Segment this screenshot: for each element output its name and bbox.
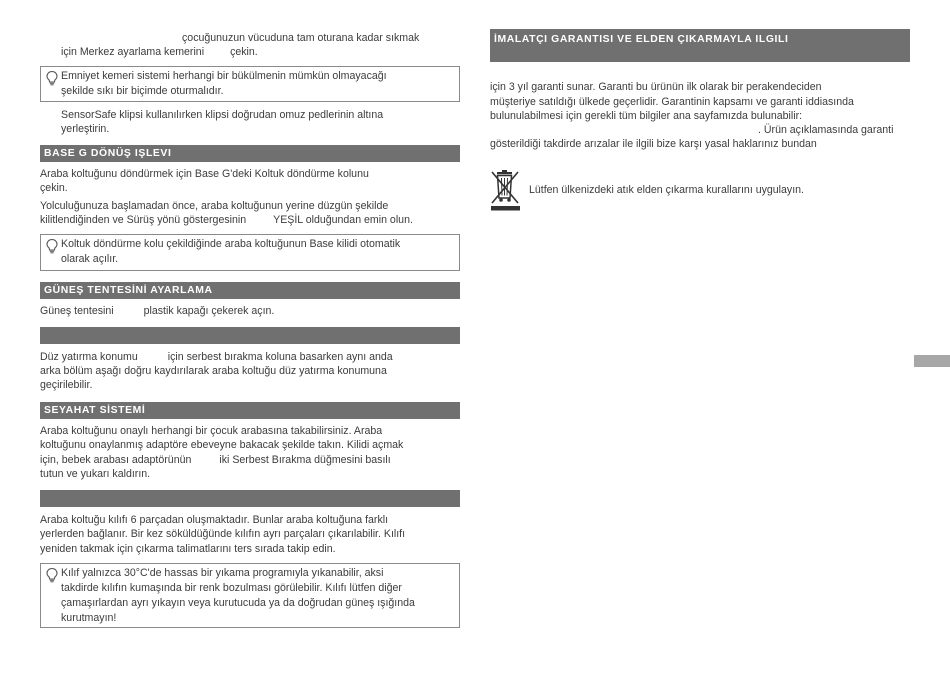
warranty-line-1: için 3 yıl garanti sunar. Garanti bu ürünün ilk olarak bir perakendeciden	[490, 81, 822, 93]
note-belt-line-2: şekilde sıkı bir biçimde oturmalıdır.	[61, 85, 224, 97]
heading-warranty-disposal: İMALATÇI GARANTISI VE ELDEN ÇIKARMAYLA ILGILI	[490, 29, 910, 62]
sensorsafe-line-2: yerleştirin.	[61, 123, 110, 135]
recline-line-1-end: için serbest bırakma koluna basarken aynı anda	[167, 351, 393, 363]
warranty-line-3: bulunulabilmesi için gerekli tüm bilgiler ana sayfamızda bulunabilir:	[490, 110, 803, 122]
warranty-line-5: gösterildiği takdirde arızalar ile ilgili bize karşı yasal haklarınız bundan	[490, 138, 817, 150]
travel-line-3-end: iki Serbest Bırakma düğmesini basılı	[219, 454, 391, 466]
sun-canopy-line-end: plastik kapağı çekerek açın.	[143, 305, 275, 317]
disposal-text: Lütfen ülkenizdeki atık elden çıkarma kurallarını uygulayın.	[529, 184, 804, 196]
recline-line-1-start: Düz yatırma konumu	[40, 351, 138, 363]
note-base-g-line-1: Koltuk döndürme kolu çekildiğinde araba koltuğunun Base kilidi otomatik	[61, 238, 401, 250]
note-cover-line-1: Kılıf yalnızca 30°C'de hassas bir yıkama programıyla yıkanabilir, aksi	[61, 567, 384, 579]
travel-line-3-start: için, bebek arabası adaptörünün	[40, 454, 192, 466]
recline-line-2: arka bölüm aşağı doğru kaydırılarak araba koltuğu düz yatırma konumuna	[40, 365, 387, 377]
intro-line-2-end: çekin.	[230, 46, 258, 58]
lightbulb-icon	[45, 567, 59, 583]
travel-line-1: Araba koltuğunu onaylı herhangi bir çocuk arabasına takabilirsiniz. Araba	[40, 425, 383, 437]
base-g-p1-line-2: çekin.	[40, 182, 68, 194]
heading-travel-system: SEYAHAT SİSTEMİ	[40, 402, 460, 419]
crossed-out-wheelie-bin-icon	[489, 168, 523, 212]
heading-cover-blank	[40, 490, 460, 507]
lightbulb-icon	[45, 238, 59, 254]
heading-recline-blank	[40, 327, 460, 344]
note-box-belt	[40, 66, 460, 102]
sensorsafe-line-1: SensorSafe klipsi kullanılırken klipsi doğrudan omuz pedlerinin altına	[61, 109, 384, 121]
intro-line-1: çocuğunuzun vücuduna tam oturana kadar sıkmak	[182, 32, 420, 44]
travel-line-4: tutun ve yukarı kaldırın.	[40, 468, 151, 480]
note-cover-line-2: takdirde kılıfın kumaşında bir renk bozulması görülebilir. Kılıfı lütfen diğer	[61, 582, 402, 594]
cover-line-2: yerlerden bağlanır. Bir kez söküldüğünde kılıfın ayrı parçaları çıkarılabilir. Kılıfı	[40, 528, 406, 540]
note-cover-line-4: kurutmayın!	[61, 612, 117, 624]
recline-line-1	[40, 350, 393, 365]
sun-canopy-line	[40, 304, 274, 319]
warranty-line-4: . Ürün açıklamasında garanti	[758, 124, 894, 136]
note-belt-line-1: Emniyet kemeri sistemi herhangi bir bükülmenin mümkün olmayacağı	[61, 70, 387, 82]
note-base-g-line-2: olarak açılır.	[61, 253, 119, 265]
base-g-p2-line-2-start: kilitlendiğinden ve Sürüş yönü göstergesinin	[40, 214, 247, 226]
intro-line-2-start: için Merkez ayarlama kemerini	[61, 46, 205, 58]
recline-line-3: geçirilebilir.	[40, 379, 93, 391]
intro-line-2	[61, 45, 258, 60]
cover-line-1: Araba koltuğu kılıfı 6 parçadan oluşmaktadır. Bunlar araba koltuğuna farklı	[40, 514, 389, 526]
base-g-p2-line-2-end: YEŞİL olduğundan emin olun.	[273, 214, 413, 226]
note-box-base-g	[40, 234, 460, 271]
lightbulb-icon	[45, 70, 59, 86]
sun-canopy-line-start: Güneş tentesini	[40, 305, 114, 317]
travel-line-2: koltuğunu onaylanmış adaptöre ebeveyne bakacak şekilde takın. Kilidi açmak	[40, 439, 404, 451]
note-cover-line-3: çamaşırlardan ayrı yıkayın veya kurutucuda ya da doğrudan güneş ışığında	[61, 597, 415, 609]
page-edge-tab	[914, 355, 950, 367]
cover-line-3: yeniden takmak için çıkarma talimatlarını ters sırada takip edin.	[40, 543, 336, 555]
heading-base-g-rotation: BASE G DÖNÜŞ IŞLEVI	[40, 145, 460, 162]
heading-sun-canopy: GÜNEŞ TENTESİNİ AYARLAMA	[40, 282, 460, 299]
travel-line-3	[40, 453, 391, 468]
base-g-p1-line-1: Araba koltuğunu döndürmek için Base G'deki Koltuk döndürme kolunu	[40, 168, 369, 180]
base-g-p2-line-1: Yolculuğunuza başlamadan önce, araba koltuğunun yerine düzgün şekilde	[40, 200, 389, 212]
note-box-cover	[40, 563, 460, 628]
warranty-line-2: müşteriye satıldığı ülkede geçerlidir. Garantinin kapsamı ve garanti iddiasında	[490, 96, 854, 108]
base-g-p2-line-2	[40, 213, 413, 228]
